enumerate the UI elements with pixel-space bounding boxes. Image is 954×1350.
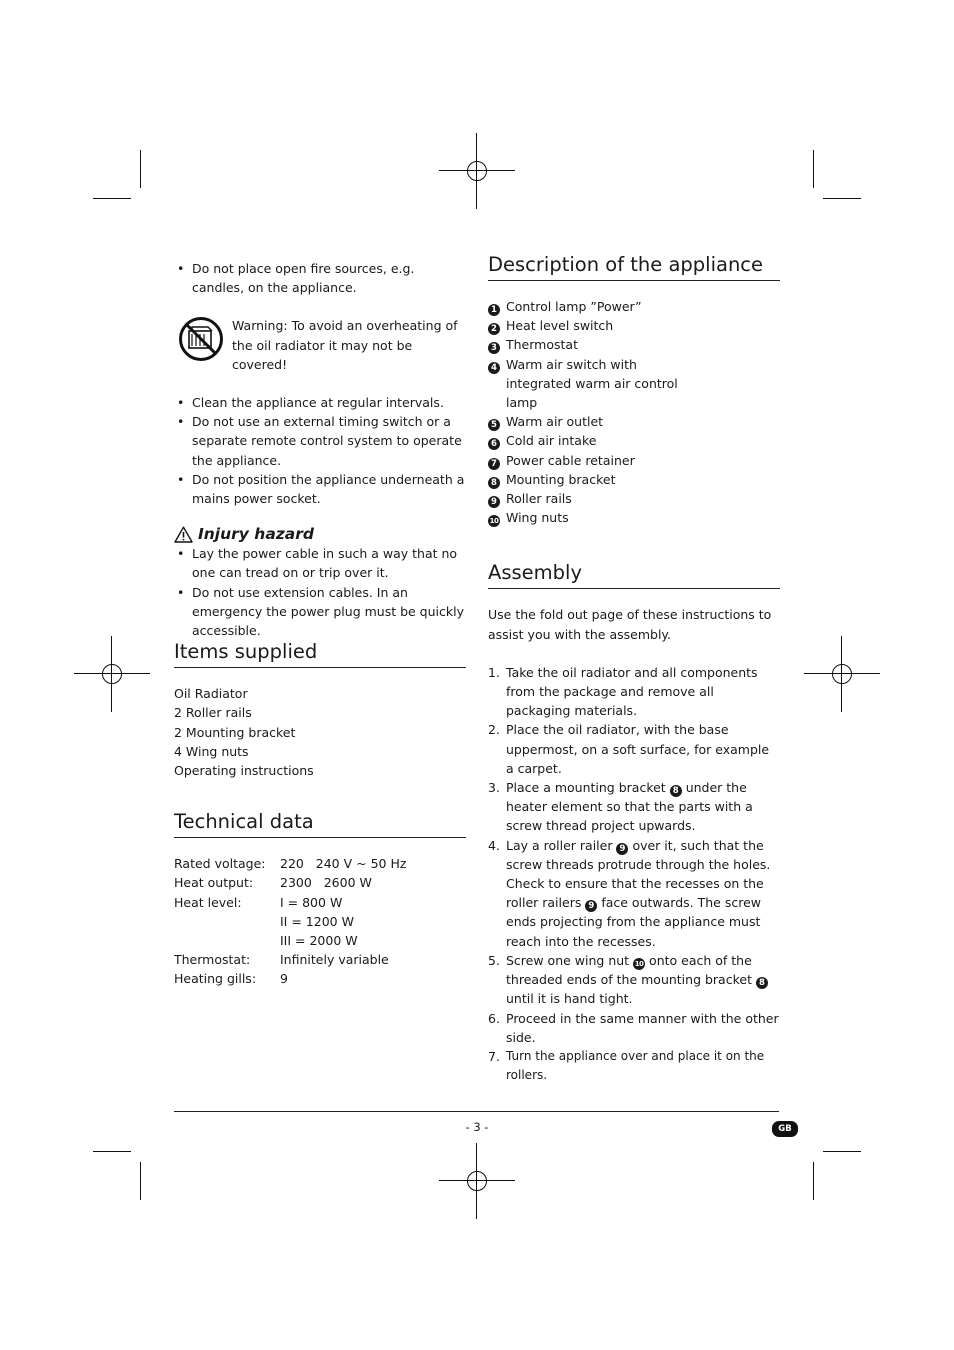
do-not-cover-icon — [178, 316, 224, 362]
table-row: Heat output: 2300 2600 W — [174, 875, 372, 891]
list-item: 2 Mounting bracket — [174, 724, 296, 740]
list-item: 2. Place the oil radiator, with the base uppermost, on a soft surface, for example a carpet. — [488, 722, 770, 776]
list-item: 5 Warm air outlet — [488, 412, 780, 431]
list-item: 4 Wing nuts — [174, 743, 249, 759]
items-supplied-list — [174, 684, 466, 780]
table-row: II = 1200 W — [280, 913, 354, 929]
table-row: Heating gills: 9 — [174, 971, 288, 987]
list-item: Oil Radiator — [174, 686, 248, 702]
left-column — [174, 259, 466, 989]
list-item: 3 Thermostat — [488, 335, 780, 354]
table-row: Heat level: I = 800 W — [174, 894, 343, 910]
list-item: • Do not use extension cables. In an emergency the power plug must be quickly accessible. — [174, 583, 466, 641]
list-item: 8 Mounting bracket — [488, 470, 780, 489]
list-item: 3. Place a mounting bracket 8 under the heater element so that the parts with a screw thread project upwards. — [488, 780, 753, 834]
list-item: 7 Power cable retainer — [488, 451, 780, 470]
list-item: 1 Control lamp ”Power” — [488, 297, 780, 316]
list-item: 7. Turn the appliance over and place it on the rollers. — [488, 1048, 765, 1083]
list-item: Operating instructions — [174, 763, 314, 779]
registration-mark-top — [439, 133, 515, 209]
injury-hazard-heading — [174, 524, 466, 544]
list-item: • Do not place open fire sources, e.g. candles, on the appliance. — [174, 259, 466, 297]
list-item: 6. Proceed in the same manner with the other side. — [488, 1010, 779, 1045]
technical-data-table — [174, 854, 466, 988]
list-item: • Lay the power cable in such a way that no one can tread on or trip over it. — [174, 544, 466, 582]
list-item: 6 Cold air intake — [488, 431, 780, 450]
list-item: 2 Roller rails — [174, 705, 252, 721]
assembly-intro: Use the fold out page of these instructions to assist you with the assembly. — [488, 607, 772, 642]
registration-mark-left — [74, 636, 150, 712]
table-row: III = 2000 W — [280, 933, 358, 949]
injury-hazard-title: Injury hazard — [198, 525, 315, 544]
hazard-bullets — [174, 544, 466, 640]
table-row: Thermostat: Infinitely variable — [174, 952, 389, 968]
right-column — [488, 253, 780, 1085]
assembly-steps — [488, 663, 780, 1085]
items-supplied-heading: Items supplied — [174, 640, 466, 668]
warning-triangle-icon — [174, 526, 193, 543]
footer-divider — [174, 1111, 779, 1112]
safety-bullets-mid — [174, 393, 466, 508]
language-badge: GB — [772, 1121, 798, 1137]
list-item: • Do not position the appliance underneath a mains power socket. — [174, 470, 466, 508]
warning-block — [174, 316, 466, 374]
list-item: 2 Heat level switch — [488, 316, 780, 335]
description-heading: Description of the appliance — [488, 253, 780, 281]
list-item: 4. Lay a roller railer 9 over it, such that the screw threads protrude through the holes. Check to ensure that the recesses on the roller railers 9 face outwards. The screw ends projecting from the appliance must reach into the recesses. — [488, 837, 771, 949]
list-item: • Clean the appliance at regular intervals. — [174, 393, 466, 412]
parts-list — [488, 297, 780, 527]
list-item: 1. Take the oil radiator and all components from the package and remove all packaging materials. — [488, 664, 758, 719]
safety-bullets-top — [174, 259, 466, 297]
warning-text: Warning: To avoid an overheating of the oil radiator it may not be covered! — [232, 318, 458, 372]
registration-mark-bottom — [439, 1143, 515, 1219]
list-item: 5. Screw one wing nut 10 onto each of the threaded ends of the mounting bracket 8 until it is hand tight. — [488, 951, 780, 1009]
list-item: 4 Warm air switch with integrated warm air control lamp — [488, 355, 780, 413]
list-item: 9 Roller rails — [488, 489, 780, 508]
table-row: Rated voltage: 220 240 V ~ 50 Hz — [174, 856, 407, 872]
technical-data-heading: Technical data — [174, 810, 466, 838]
registration-mark-right — [804, 636, 880, 712]
list-item: 10 Wing nuts — [489, 510, 569, 526]
list-item: • Do not use an external timing switch or a separate remote control system to operate the appliance. — [174, 412, 466, 470]
assembly-heading: Assembly — [488, 561, 780, 589]
page-number: - 3 - — [465, 1120, 489, 1134]
